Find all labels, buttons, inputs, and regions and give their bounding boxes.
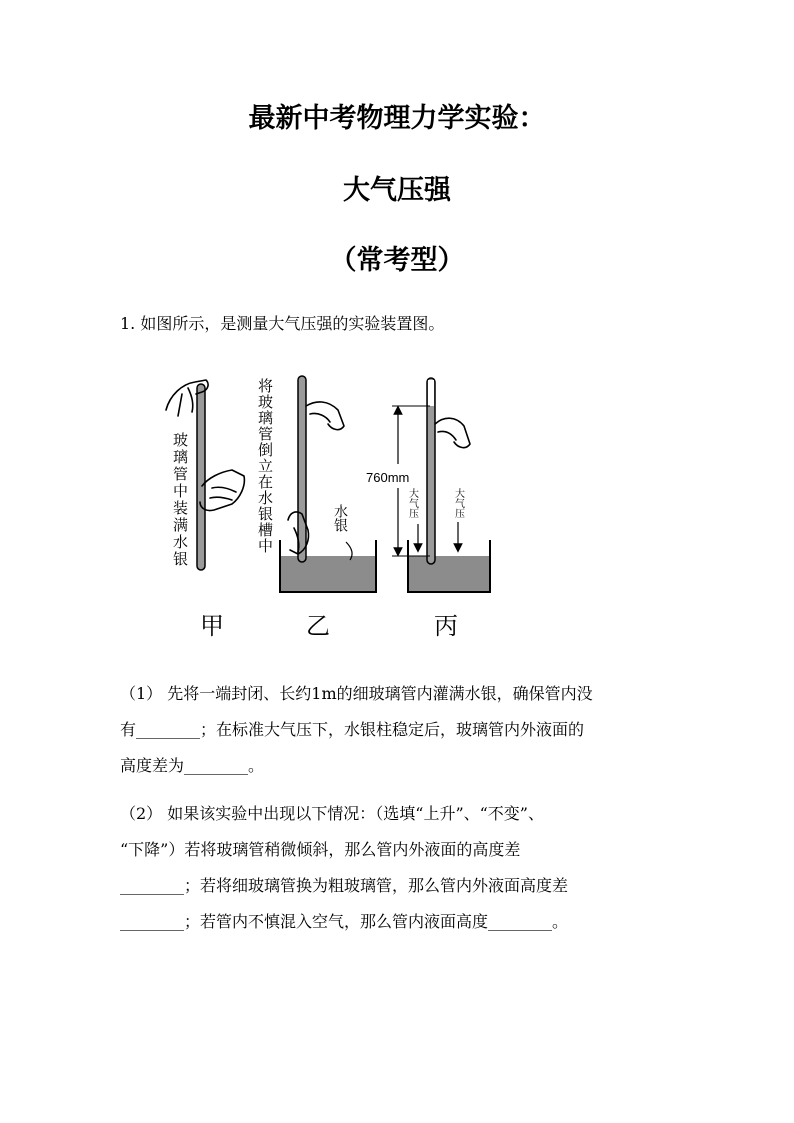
part2-line-1: （2） 如果该实验中出现以下情况：（选填“上升”、“不变”、 xyxy=(120,804,544,823)
panel-bing xyxy=(366,378,490,592)
label-jia-vertical: 玻璃管中装满水银 xyxy=(171,432,189,568)
part1-line-1: （1） 先将一端封闭、长约1m的细玻璃管内灌满水银，确保管内没 xyxy=(120,684,593,703)
panel-yi xyxy=(256,376,376,592)
pressure-label-right: 大气压 xyxy=(452,488,464,518)
question-part-2 xyxy=(120,796,680,940)
measure-label: 760mm xyxy=(366,470,410,485)
caption-bing: 丙 xyxy=(434,612,458,640)
page-title: 最新中考物理力学实验： xyxy=(248,103,546,134)
caption-yi: 乙 xyxy=(306,612,330,640)
hand-thumb-jia xyxy=(200,470,244,511)
tube-vacuum-bing xyxy=(428,380,434,406)
page-subtitle: 大气压强 xyxy=(343,175,451,206)
hand-top-yi xyxy=(306,402,344,430)
question-part-1 xyxy=(120,676,680,784)
part1-line-3: 高度差为________。 xyxy=(120,756,265,775)
hand-top-bing xyxy=(435,418,470,447)
pressure-label-left: 大气压 xyxy=(406,488,418,518)
mercury-fill-bing xyxy=(409,556,489,592)
part1-line-2: 有________；在标准大气压下，水银柱稳定后，玻璃管内外液面的 xyxy=(120,720,585,739)
caption-jia: 甲 xyxy=(200,612,224,640)
question-intro: 1. 如图所示，是测量大气压强的实验装置图。 xyxy=(120,314,445,333)
label-mercury: 水银 xyxy=(332,504,348,532)
mercury-fill-yi xyxy=(281,556,375,592)
glass-tube-yi xyxy=(298,376,306,562)
part2-line-3: ________；若将细玻璃管换为粗玻璃管，那么管内外液面高度差 xyxy=(120,876,569,895)
panel-jia xyxy=(166,380,244,570)
glass-tube-jia xyxy=(197,384,205,570)
part2-line-4: ________；若管内不慎混入空气，那么管内液面高度________。 xyxy=(120,912,569,931)
label-yi-vertical: 将玻璃管倒立在水银槽中 xyxy=(256,378,274,554)
part2-line-2: “下降”）若将玻璃管稍微倾斜，那么管内外液面的高度差 xyxy=(120,840,521,859)
page-type-label: （常考型） xyxy=(329,245,465,276)
experiment-figure xyxy=(140,360,500,660)
